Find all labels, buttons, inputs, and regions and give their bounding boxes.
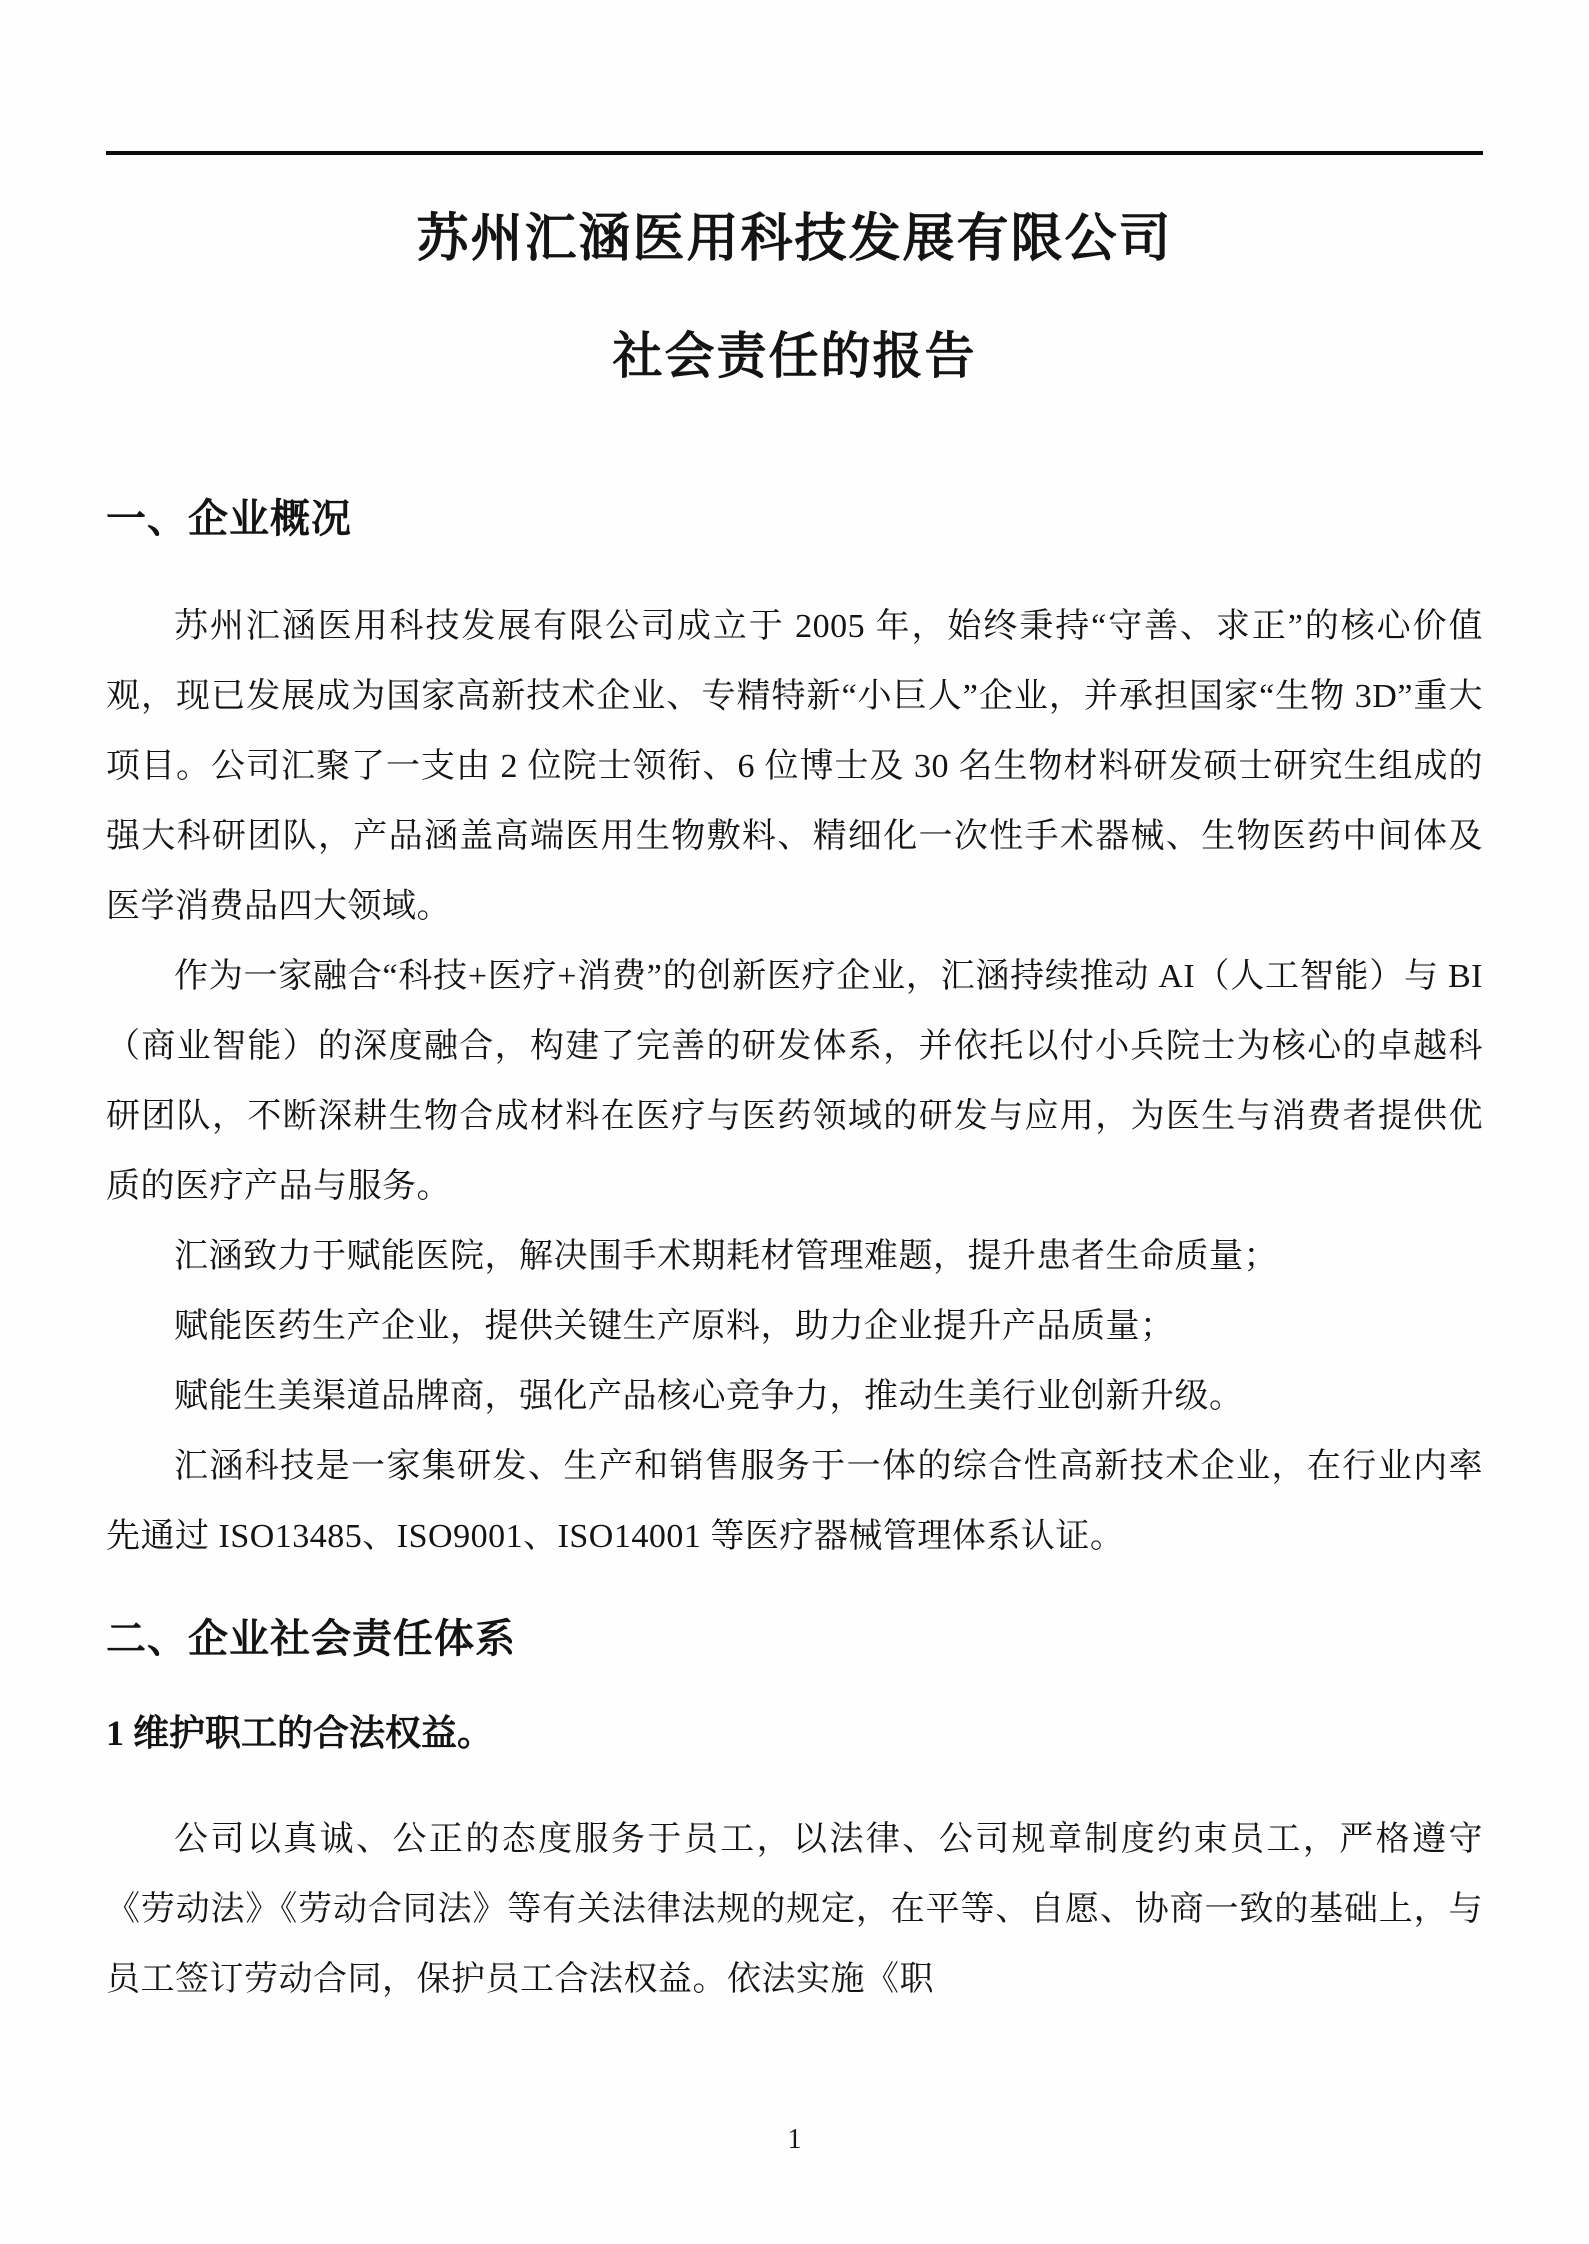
empowerment-line-beauty: 赋能生美渠道品牌商，强化产品核心竞争力，推动生美行业创新升级。 [174,1378,1244,1415]
page-number: 1 [787,2124,802,2155]
document-subtitle: 社会责任的报告 [612,328,977,384]
paragraph-certifications: 汇涵科技是一家集研发、生产和销售服务于一体的综合性高新技术企业，在行业内率先通过 ISO13485、ISO9001、ISO14001 等医疗器械管理体系认证。 [106,1448,1483,1555]
paragraph-innovation: 作为一家融合“科技+医疗+消费”的创新医疗企业，汇涵持续推动 AI（人工智能）与 BI（商业智能）的深度融合，构建了完善的研发体系，并依托以付小兵院士为核心的卓越科研团队，不断深耕生物合成材料在医疗与医药领域的研发与应用，为医生与消费者提供优质的医疗产品与服务。 [106,958,1483,1205]
paragraph-employee-rights: 公司以真诚、公正的态度服务于员工，以法律、公司规章制度约束员工，严格遵守《劳动法》《劳动合同法》等有关法律法规的规定，在平等、自愿、协商一致的基础上，与员工签订劳动合同，保护员工合法权益。依法实施《职 [106,1820,1483,1998]
empowerment-line-hospital: 汇涵致力于赋能医院，解决围手术期耗材管理难题，提升患者生命质量； [174,1238,1278,1275]
document-title: 苏州汇涵医用科技发展有限公司 [416,211,1173,268]
subsection-heading-employee-rights: 1 维护职工的合法权益。 [106,1713,494,1753]
empowerment-line-pharma: 赋能医药生产企业，提供关键生产原料，助力企业提升产品质量； [174,1308,1175,1345]
header-rule [106,151,1483,155]
section-heading-csr-system: 二、企业社会责任体系 [106,1616,516,1661]
paragraph-empowerment [106,1222,1483,1432]
paragraph-company-intro: 苏州汇涵医用科技发展有限公司成立于 2005 年，始终秉持“守善、求正”的核心价值观，现已发展成为国家高新技术企业、专精特新“小巨人”企业，并承担国家“生物 3D”重大项目。公司汇聚了一支由 2 位院士领衔、6 位博士及 30 名生物材料研发硕士研究生组成的强大科研团队，产品涵盖高端医用生物敷料、精细化一次性手术器械、生物医药中间体及医学消费品四大领域。 [106,608,1483,925]
section-heading-company-overview: 一、企业概况 [106,496,352,541]
